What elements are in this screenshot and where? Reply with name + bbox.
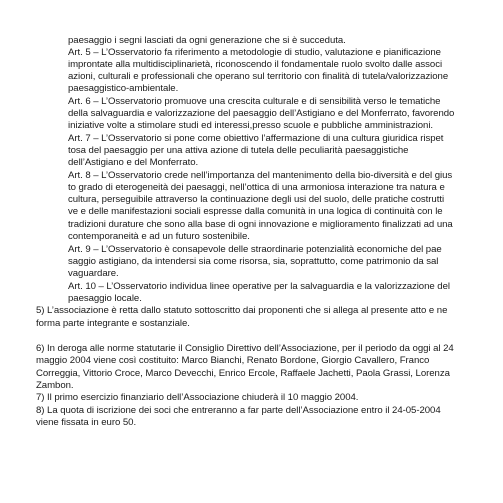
text-line: contemporaneità e ad un futuro sostenibile. xyxy=(68,231,250,242)
text-line: Correggia, Vittorio Croce, Marco Devecchi, Enrico Ercole, Raffaele Jachetti, Paola Grassi, Lorenza xyxy=(36,368,450,379)
text-line: paesaggio i segni lasciati da ogni generazione che si è succeduta. xyxy=(68,35,346,46)
text-line: improntate alla multidisciplinarietà, riconoscendo il fondamentale ruolo svolto dalle associ xyxy=(68,59,443,70)
text-line: viene fissata in euro 50. xyxy=(36,417,137,428)
text-line: 8) La quota di iscrizione dei soci che entreranno a far parte dell’Associazione entro il 24-05-2004 xyxy=(36,405,441,416)
text-line: maggio 2004 viene così costituito: Marco Bianchi, Renato Bordone, Giorgio Cavallero, Franco xyxy=(36,355,430,366)
text-line: Art. 8 – L’Osservatorio crede nell’importanza del mantenimento della bio-diversità e del gius xyxy=(68,170,453,181)
text-line: paesaggistico-ambientale. xyxy=(68,83,179,94)
text-line: cultura, perseguibile attraverso la continuazione degli usi del suolo, delle pratiche costrutti xyxy=(68,194,445,205)
text-line: to grado di eterogeneità dei paesaggi, nell’ottica di una armoniosa interazione tra natura e xyxy=(68,182,445,193)
text-line: Art. 9 – L’Osservatorio è consapevole delle straordinarie potenzialità economiche del pae xyxy=(68,244,442,255)
text-line: Zambon. xyxy=(36,380,74,391)
text-line: 6) In deroga alle norme statutarie il Consiglio Direttivo dell’Associazione, per il periodo da oggi al 24 xyxy=(36,343,454,354)
text-line: 7) Il primo esercizio finanziario dell’Associazione chiuderà il 10 maggio 2004. xyxy=(36,392,359,403)
text-line: forma parte integrante e sostanziale. xyxy=(36,318,190,329)
text-line: saggio astigiano, da intendersi sia come risorsa, sia, soprattutto, come patrimonio da sal xyxy=(68,256,439,267)
text-line: paesaggio locale. xyxy=(68,293,142,304)
text-line: 5) L’associazione è retta dallo statuto sottoscritto dai proponenti che si allega al presente atto e ne xyxy=(36,305,448,316)
text-line: Art. 5 – L’Osservatorio fa riferimento a metodologie di studio, valutazione e pianificazione xyxy=(68,47,441,58)
text-line: dell’Astigiano e del Monferrato. xyxy=(68,157,199,168)
text-line: ve e delle manifestazioni sociali espresse dalla comunità in una logica di continuità con le xyxy=(68,206,443,217)
text-line: tosa del paesaggio per una attiva azione di tutela delle peculiarità paesaggistiche xyxy=(68,145,409,156)
text-line: Art. 10 – L’Osservatorio individua linee operative per la salvaguardia e la valorizzazione del xyxy=(68,281,450,292)
text-line: Art. 7 – L’Osservatorio si pone come obiettivo l’affermazione di una cultura giuridica rispet xyxy=(68,133,444,144)
text-line: tradizioni durature che sono alla base di ogni innovazione e miglioramento finalizzati ad una xyxy=(68,219,453,230)
text-line: vaguardare. xyxy=(68,268,119,279)
text-line: iniziative volte a stimolare studi ed interessi,presso scuole e pubbliche amministrazioni. xyxy=(68,120,434,131)
text-line: azioni, culturali e professionali che operano sul territorio con finalità di tutela/valorizzazione xyxy=(68,71,449,82)
text-line: Art. 6 – L’Osservatorio promuove una crescita culturale e di sensibilità verso le tematiche xyxy=(68,96,441,107)
text-line: della salvaguardia e valorizzazione del paesaggio dell’Astigiano e del Monferrato, favorendo xyxy=(68,108,455,119)
